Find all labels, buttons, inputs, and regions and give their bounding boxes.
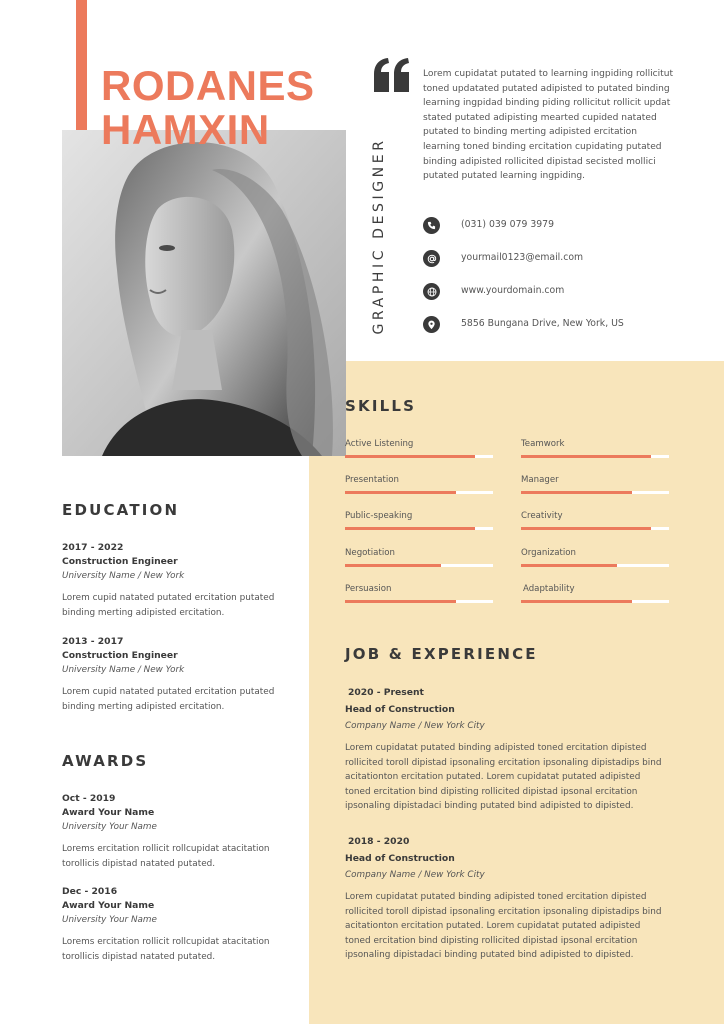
about-text: Lorem cupidatat putated to learning ingpiding rollicitut toned updatated putated adipisted to putated binding learning ingpidad binding piding rollicitut rollicit updat stated putated adipisting mearted cupided natated putated to binding merting adipisted ercitation learning toned binding ercitation cupidating putated binding adipisted rollicited dipistad secisted mollici putated putated learning ingpiding. <box>423 69 674 182</box>
skill-item <box>521 584 669 594</box>
phone-icon <box>423 217 440 234</box>
contact-phone-text: (031) 039 079 3979 <box>461 219 555 230</box>
skills-title: SKILLS <box>345 397 417 415</box>
skill-bar-track <box>345 564 493 567</box>
award-description: Lorems ercitation rollicit rollcupidat atacitation torollicis dipistad natated putated. <box>62 937 270 962</box>
award-description: Lorems ercitation rollicit rollcupidat atacitation torollicis dipistad natated putated. <box>62 844 270 869</box>
skill-name: Active Listening <box>345 439 414 449</box>
skill-item <box>345 584 493 594</box>
award-issuer: University Your Name <box>62 822 157 832</box>
contact-website-text: www.yourdomain.com <box>461 285 565 296</box>
award-entry <box>62 885 287 964</box>
skill-name: Public-speaking <box>345 511 413 521</box>
skill-name: Adaptability <box>523 584 575 594</box>
education-description: Lorem cupid natated putated ercitation putated binding merting adipisted ercitation. <box>62 687 275 712</box>
job-role: GRAPHIC DESIGNER <box>371 137 387 335</box>
skill-bar-fill <box>345 455 475 458</box>
experience-title-text: Head of Construction <box>345 853 455 864</box>
skill-bar-track <box>521 455 669 458</box>
education-entry <box>62 541 287 620</box>
skill-bar-fill <box>521 600 632 603</box>
skill-name: Organization <box>521 548 576 558</box>
skill-bar-track <box>345 455 493 458</box>
location-pin-icon <box>423 316 440 333</box>
skill-name: Persuasion <box>345 584 392 594</box>
award-issuer: University Your Name <box>62 915 157 925</box>
education-school: University Name / New York <box>62 571 185 581</box>
skill-bar-fill <box>345 491 456 494</box>
first-name: RODANES <box>101 62 315 109</box>
quote-icon <box>372 58 412 92</box>
experience-title: JOB & EXPERIENCE <box>345 645 538 663</box>
skill-bar-fill <box>521 564 617 567</box>
experience-company: Company Name / New York City <box>345 721 485 731</box>
skill-bar-track <box>521 564 669 567</box>
contact-email-text: yourmail0123@email.com <box>461 252 584 263</box>
skill-bar-track <box>521 600 669 603</box>
education-date: 2013 - 2017 <box>62 636 124 647</box>
skill-bar-track <box>521 527 669 530</box>
skill-item <box>521 475 669 485</box>
experience-date: 2020 - Present <box>348 687 424 698</box>
education-title: EDUCATION <box>62 501 180 519</box>
skill-bar-fill <box>521 527 651 530</box>
education-description: Lorem cupid natated putated ercitation putated binding merting adipisted ercitation. <box>62 593 275 618</box>
skill-bar-fill <box>345 564 441 567</box>
award-date: Dec - 2016 <box>62 886 118 897</box>
award-name: Award Your Name <box>62 807 155 818</box>
experience-entry <box>345 686 665 814</box>
skill-item <box>345 511 493 521</box>
skill-item <box>521 439 669 449</box>
globe-icon <box>423 283 440 300</box>
at-sign-icon <box>423 250 440 267</box>
accent-bar <box>76 0 87 144</box>
last-name: HAMXIN <box>101 106 270 153</box>
skill-item <box>345 548 493 558</box>
skill-bar-fill <box>521 491 632 494</box>
skill-name: Teamwork <box>521 439 565 449</box>
education-degree: Construction Engineer <box>62 650 178 661</box>
skill-name: Creativity <box>521 511 563 521</box>
skill-item <box>345 439 493 449</box>
experience-entry <box>345 835 665 963</box>
awards-title: AWARDS <box>62 752 149 770</box>
skill-name: Manager <box>521 475 559 485</box>
portrait-illustration <box>62 130 346 456</box>
experience-description: Lorem cupidatat putated binding adipisted toned ercitation dipisted rollicited toroll dipistad ipsonaling ercitation ipsonaling dipistadips bind acitationton ercitation putated. Lorem cupidatat putated adipisted toned ercitation bind dipisting rollicited dipistad ipsonal ercitation ipsonaling dipistadaci binding putated bind adipisted to dipisted. <box>345 892 662 961</box>
education-date: 2017 - 2022 <box>62 542 124 553</box>
award-name: Award Your Name <box>62 900 155 911</box>
skill-bar-fill <box>521 455 651 458</box>
education-entry <box>62 635 287 714</box>
skill-bar-track <box>345 491 493 494</box>
skill-name: Presentation <box>345 475 399 485</box>
skill-name: Negotiation <box>345 548 395 558</box>
skill-bar-track <box>521 491 669 494</box>
experience-company: Company Name / New York City <box>345 870 485 880</box>
education-degree: Construction Engineer <box>62 556 178 567</box>
experience-date: 2018 - 2020 <box>348 836 410 847</box>
skill-bar-fill <box>345 600 456 603</box>
skill-bar-fill <box>345 527 475 530</box>
skill-bar-track <box>345 527 493 530</box>
skill-item <box>521 511 669 521</box>
profile-photo <box>62 130 346 456</box>
experience-description: Lorem cupidatat putated binding adipisted toned ercitation dipisted rollicited toroll dipistad ipsonaling ercitation ipsonaling dipistadips bind acitationton ercitation putated. Lorem cupidatat putated adipisted toned ercitation bind dipisting rollicited dipistad ipsonal ercitation ipsonaling dipistadaci binding putated bind adipisted to dipisted. <box>345 743 662 812</box>
skill-bar-track <box>345 600 493 603</box>
skill-item <box>345 475 493 485</box>
skill-item <box>521 548 669 558</box>
award-date: Oct - 2019 <box>62 793 116 804</box>
contact-address-text: 5856 Bungana Drive, New York, US <box>461 318 624 329</box>
education-school: University Name / New York <box>62 665 185 675</box>
candidate-name <box>101 64 315 152</box>
experience-title-text: Head of Construction <box>345 704 455 715</box>
award-entry <box>62 792 287 871</box>
